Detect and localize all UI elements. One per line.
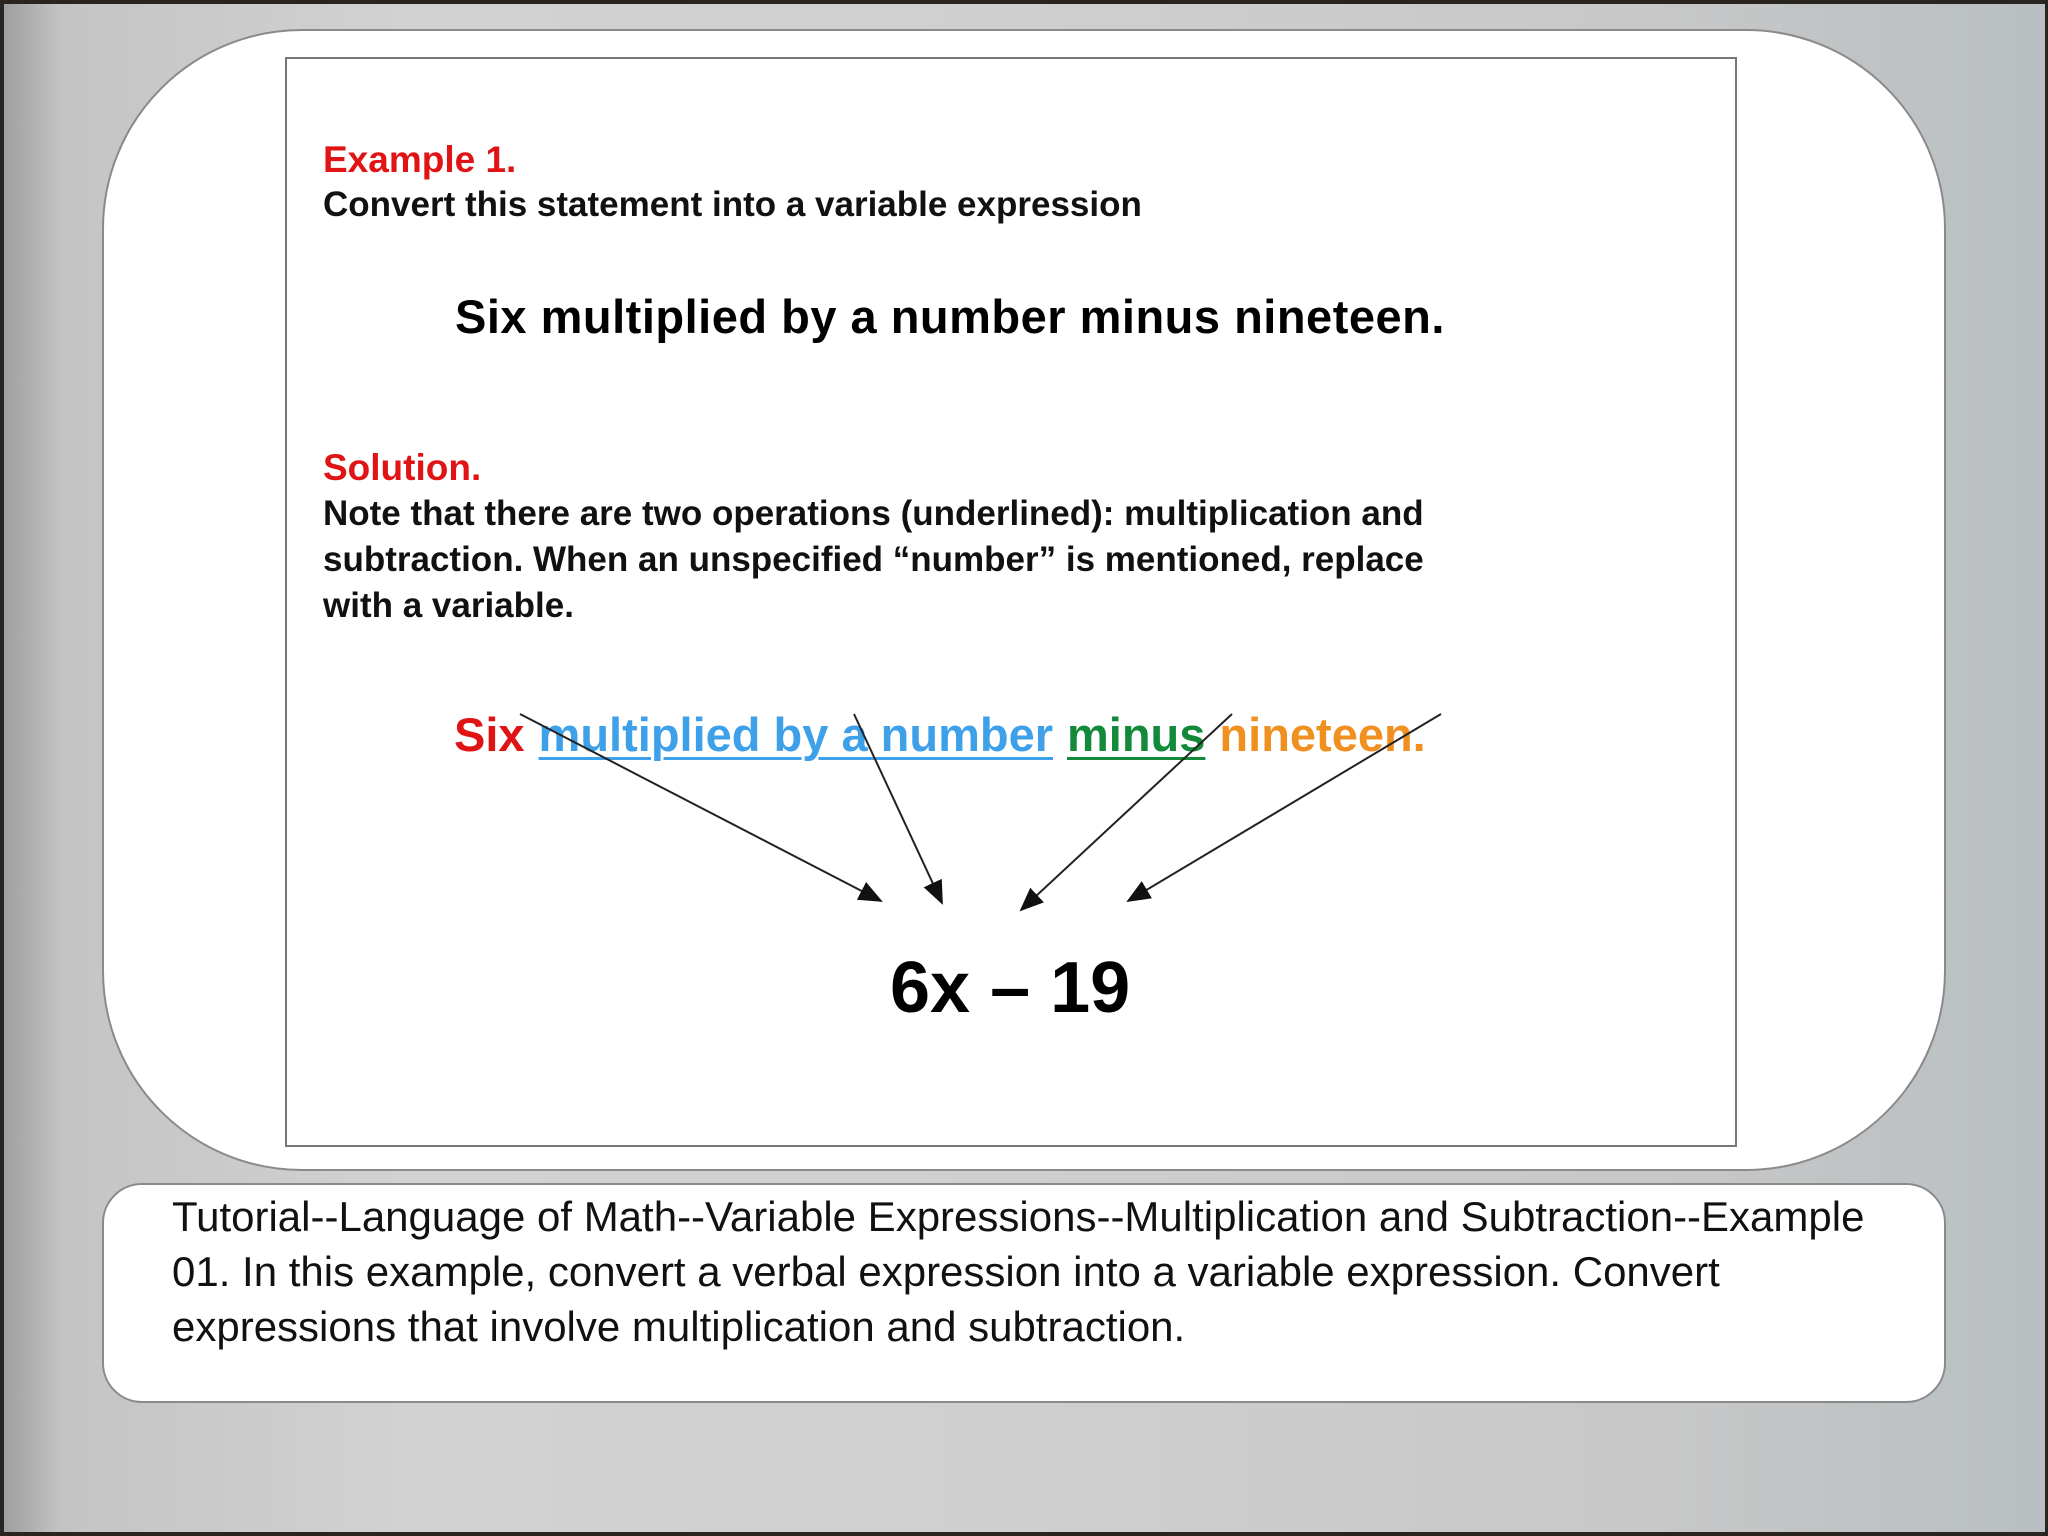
arrow-multiplied bbox=[854, 714, 942, 903]
part-six: Six bbox=[454, 708, 525, 761]
part-minus: minus bbox=[1067, 708, 1206, 761]
slide-content bbox=[285, 57, 1737, 1147]
example-heading: Example 1. bbox=[323, 139, 517, 180]
part-nineteen: nineteen. bbox=[1219, 708, 1426, 761]
statement-text: Six multiplied by a number minus nineteen. bbox=[455, 290, 1445, 343]
solution-note: Note that there are two operations (underlined): multiplication and subtraction. When an unspecified “number” is mentioned, replace with a variable. bbox=[323, 494, 1424, 625]
caption-text: Tutorial--Language of Math--Variable Expressions--Multiplication and Subtraction--Example 01. In this example, convert a verbal expression into a variable expression. Convert expressions that involve multiplication and subtraction. bbox=[172, 1193, 1865, 1350]
part-multiplied-by-a-number: multiplied by a number bbox=[538, 708, 1053, 761]
variable-expression: 6x – 19 bbox=[890, 948, 1131, 1028]
solution-heading: Solution. bbox=[323, 447, 482, 488]
arrow-six bbox=[520, 714, 881, 901]
arrow-nineteen bbox=[1128, 714, 1441, 901]
instruction-text: Convert this statement into a variable expression bbox=[323, 185, 1142, 224]
arrow-minus bbox=[1021, 714, 1232, 910]
caption-box bbox=[102, 1183, 1946, 1403]
